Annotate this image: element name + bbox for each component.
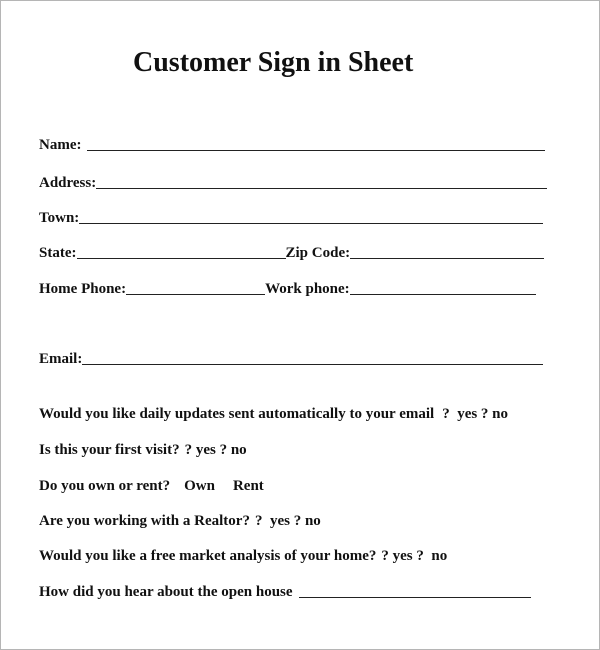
- state-field[interactable]: [77, 244, 286, 259]
- question-realtor: [39, 510, 321, 530]
- rent-option[interactable]: Rent: [232, 478, 264, 494]
- question-text: Is this your first visit?: [39, 442, 180, 458]
- yes-no-options[interactable]: ? yes ? no: [381, 548, 448, 564]
- email-label: Email:: [39, 351, 83, 367]
- name-row: [39, 134, 545, 154]
- question-text: Do you own or rent?: [39, 478, 171, 494]
- question-market-analysis: [39, 545, 447, 565]
- yes-no-options[interactable]: ? yes ? no: [184, 442, 247, 458]
- phone-row: [39, 278, 536, 298]
- yes-no-options[interactable]: ? yes ? no: [442, 406, 509, 422]
- question-text: How did you hear about the open house: [39, 584, 293, 600]
- zip-label: Zip Code:: [285, 245, 351, 261]
- address-label: Address:: [39, 175, 97, 191]
- question-text: Would you like daily updates sent automatically to your email: [39, 406, 435, 422]
- question-text: Are you working with a Realtor?: [39, 513, 250, 529]
- home-phone-field[interactable]: [126, 280, 265, 295]
- name-label: Name:: [39, 137, 82, 153]
- state-zip-row: [39, 242, 544, 262]
- page-title: Customer Sign in Sheet: [133, 47, 414, 78]
- zip-field[interactable]: [350, 244, 544, 259]
- address-field[interactable]: [96, 174, 547, 189]
- town-label: Town:: [39, 210, 80, 226]
- email-row: [39, 348, 543, 368]
- yes-no-options[interactable]: ? yes ? no: [254, 513, 321, 529]
- question-email-updates: [39, 403, 508, 423]
- town-row: [39, 207, 543, 227]
- question-text: Would you like a free market analysis of your home?: [39, 548, 377, 564]
- question-first-visit: [39, 439, 247, 459]
- question-own-rent: [39, 475, 264, 495]
- work-phone-label: Work phone:: [265, 281, 350, 297]
- town-field[interactable]: [79, 209, 543, 224]
- state-label: State:: [39, 245, 77, 261]
- open-house-source-field[interactable]: [299, 583, 531, 598]
- address-row: [39, 172, 547, 192]
- question-open-house-source: [39, 581, 531, 601]
- own-option[interactable]: Own: [184, 478, 215, 494]
- email-field[interactable]: [82, 350, 543, 365]
- work-phone-field[interactable]: [350, 280, 536, 295]
- name-field[interactable]: [87, 136, 545, 151]
- home-phone-label: Home Phone:: [39, 281, 127, 297]
